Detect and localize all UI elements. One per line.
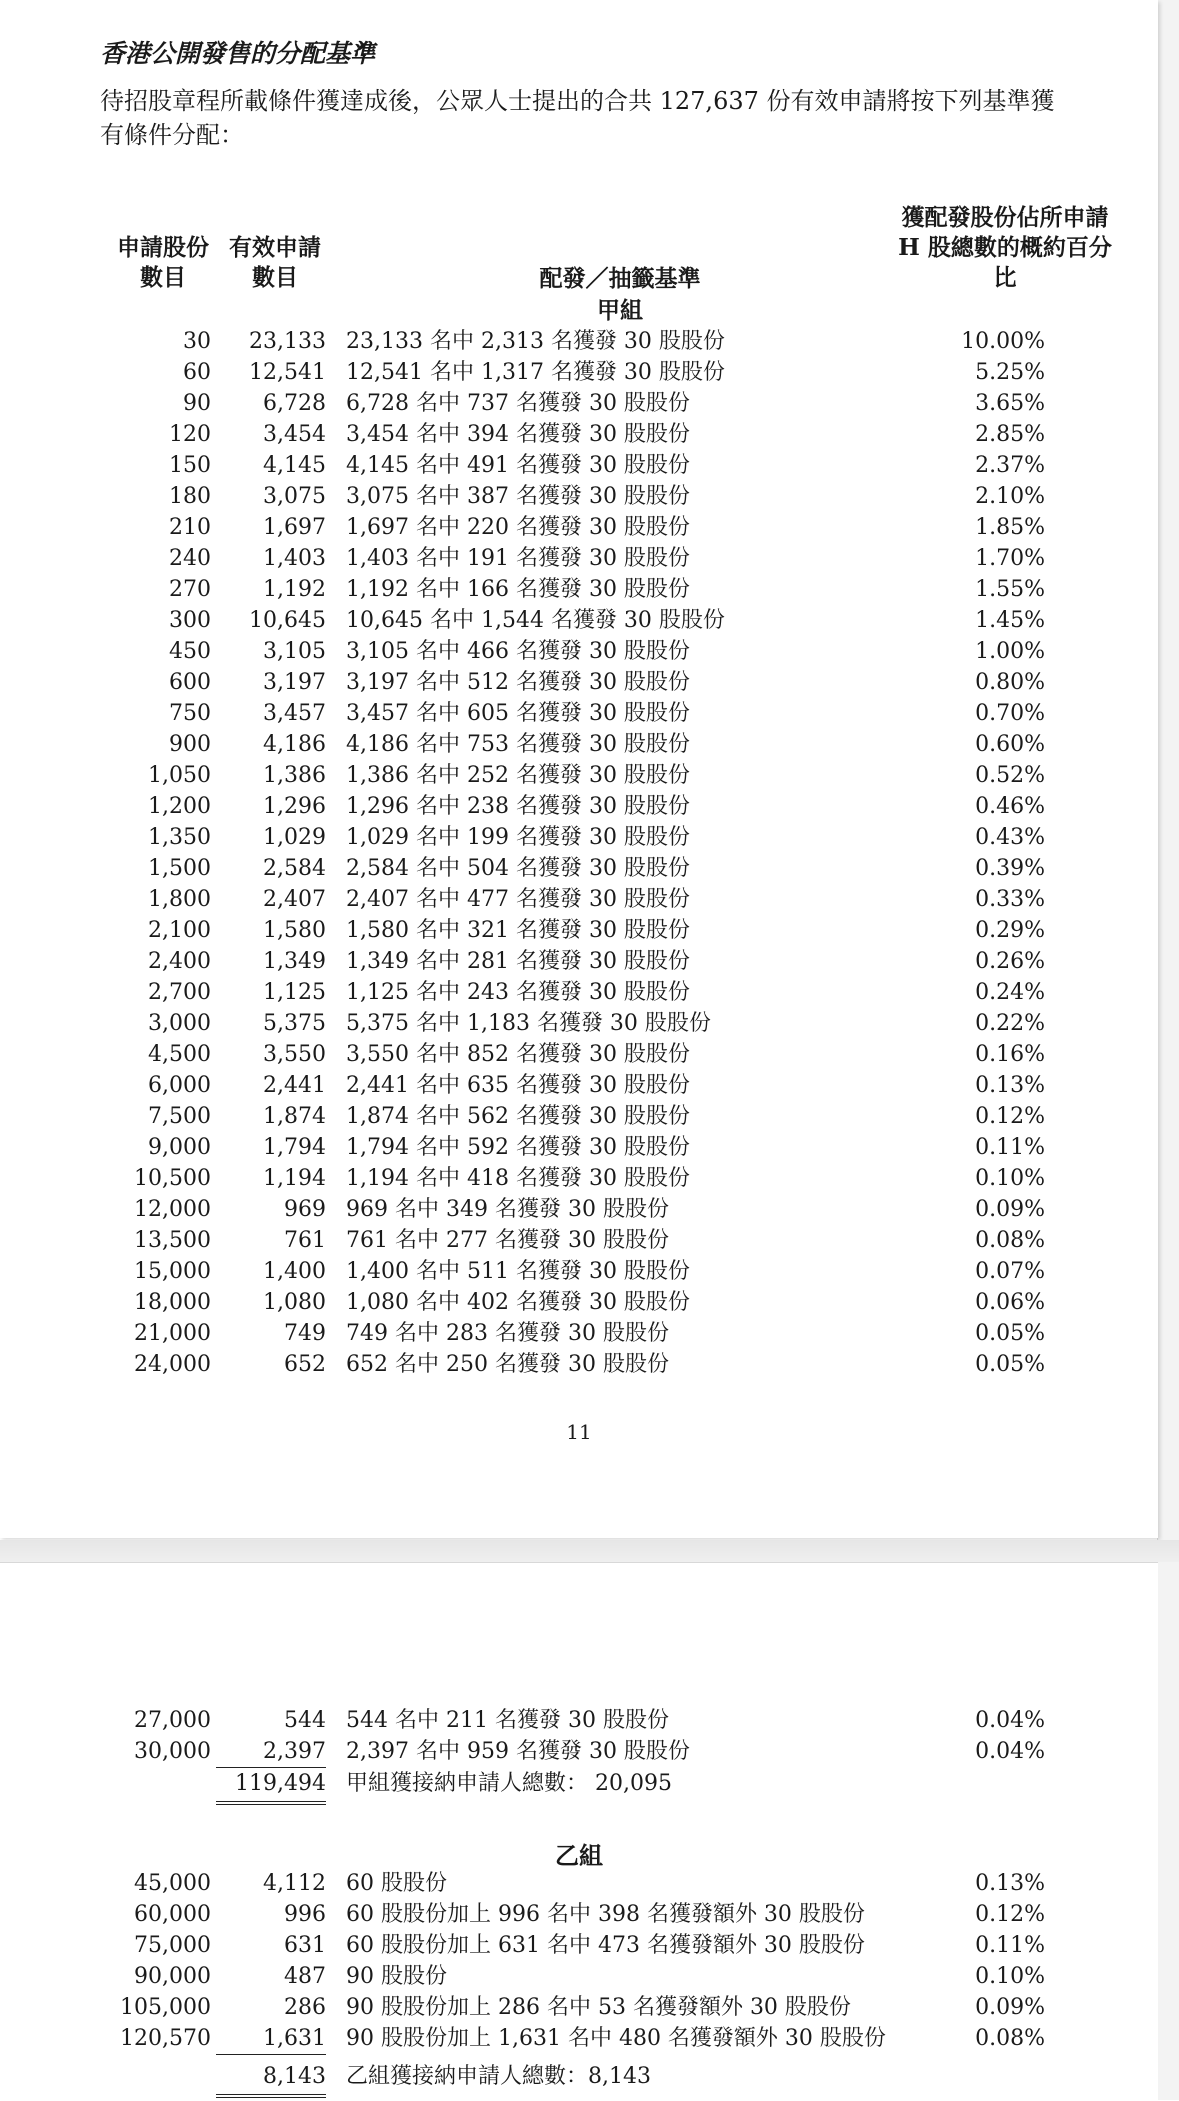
header-shares-applied: 申請股份數目 (117, 234, 209, 291)
cell-valid-applications: 1,794 (263, 1135, 326, 1160)
cell-shares-applied: 750 (169, 701, 211, 726)
cell-percentage: 0.12% (975, 1104, 1045, 1129)
cell-valid-applications: 1,080 (263, 1290, 326, 1315)
table-row (0, 977, 1158, 1008)
cell-basis: 1,192 名中 166 名獲發 30 股股份 (346, 577, 690, 602)
table-row (0, 822, 1158, 853)
cell-shares-applied: 30 (183, 329, 211, 354)
table-row (0, 791, 1158, 822)
cell-valid-applications: 544 (284, 1708, 326, 1733)
cell-basis: 544 名中 211 名獲發 30 股股份 (346, 1708, 669, 1733)
cell-percentage: 0.04% (975, 1739, 1045, 1764)
cell-basis: 4,186 名中 753 名獲發 30 股股份 (346, 732, 690, 757)
cell-shares-applied: 60,000 (134, 1902, 211, 1927)
cell-shares-applied: 27,000 (134, 1708, 211, 1733)
cell-basis: 1,125 名中 243 名獲發 30 股股份 (346, 980, 690, 1005)
cell-basis: 1,697 名中 220 名獲發 30 股股份 (346, 515, 690, 540)
cell-shares-applied: 30,000 (134, 1739, 211, 1764)
cell-valid-applications: 1,580 (263, 918, 326, 943)
cell-basis: 3,550 名中 852 名獲發 30 股股份 (346, 1042, 690, 1067)
table-row (0, 450, 1158, 481)
cell-basis: 761 名中 277 名獲發 30 股股份 (346, 1228, 669, 1253)
cell-basis: 1,194 名中 418 名獲發 30 股股份 (346, 1166, 690, 1191)
cell-shares-applied: 600 (169, 670, 211, 695)
group-b-total (0, 2060, 1158, 2096)
cell-percentage: 0.22% (975, 1011, 1045, 1036)
cell-percentage: 0.05% (975, 1321, 1045, 1346)
cell-shares-applied: 2,700 (148, 980, 211, 1005)
cell-valid-applications: 652 (284, 1352, 326, 1377)
table-row (0, 1318, 1158, 1349)
page-gap (0, 1540, 1179, 1562)
table-row (0, 1868, 1158, 1899)
cell-shares-applied: 75,000 (134, 1933, 211, 1958)
group-a-heading: 甲組 (597, 297, 643, 324)
table-row (0, 915, 1158, 946)
cell-shares-applied: 90 (183, 391, 211, 416)
cell-shares-applied: 180 (169, 484, 211, 509)
cell-shares-applied: 150 (169, 453, 211, 478)
cell-basis: 1,403 名中 191 名獲發 30 股股份 (346, 546, 690, 571)
cell-shares-applied: 6,000 (148, 1073, 211, 1098)
cell-percentage: 0.11% (975, 1135, 1045, 1160)
cell-valid-applications: 1,125 (263, 980, 326, 1005)
header-basis: 配發／抽籤基準 (539, 265, 701, 292)
table-row (0, 543, 1158, 574)
cell-shares-applied: 1,500 (148, 856, 211, 881)
cell-basis: 5,375 名中 1,183 名獲發 30 股股份 (346, 1011, 711, 1036)
cell-percentage: 5.25% (975, 360, 1045, 385)
cell-valid-applications: 3,454 (263, 422, 326, 447)
table-row (0, 1008, 1158, 1039)
header-valid-applications: 有效申請數目 (229, 234, 321, 291)
table-row (0, 1225, 1158, 1256)
cell-percentage: 10.00% (961, 329, 1045, 354)
table-row (0, 946, 1158, 977)
cell-valid-applications: 2,584 (263, 856, 326, 881)
cell-basis: 2,397 名中 959 名獲發 30 股股份 (346, 1739, 690, 1764)
cell-basis: 1,080 名中 402 名獲發 30 股股份 (346, 1290, 690, 1315)
table-row (0, 1736, 1158, 1767)
cell-basis: 1,029 名中 199 名獲發 30 股股份 (346, 825, 690, 850)
cell-basis: 1,874 名中 562 名獲發 30 股股份 (346, 1104, 690, 1129)
cell-shares-applied: 1,050 (148, 763, 211, 788)
cell-percentage: 0.09% (975, 1197, 1045, 1222)
group-b-heading: 乙組 (555, 1841, 603, 1870)
cell-valid-applications: 1,874 (263, 1104, 326, 1129)
cell-percentage: 0.08% (975, 1228, 1045, 1253)
cell-percentage: 0.05% (975, 1352, 1045, 1377)
table-row (0, 419, 1158, 450)
table-row (0, 636, 1158, 667)
table-row (0, 388, 1158, 419)
cell-shares-applied: 300 (169, 608, 211, 633)
group-b-total-value: 8,143 (216, 2060, 326, 2098)
header-percentage: 獲配發股份佔所申請 H 股總數的概約百分比 (898, 204, 1112, 291)
cell-percentage: 0.16% (975, 1042, 1045, 1067)
cell-shares-applied: 2,100 (148, 918, 211, 943)
table-row (0, 1101, 1158, 1132)
cell-basis: 60 股股份加上 631 名中 473 名獲發額外 30 股股份 (346, 1933, 865, 1958)
cell-shares-applied: 9,000 (148, 1135, 211, 1160)
cell-percentage: 0.13% (975, 1073, 1045, 1098)
cell-shares-applied: 1,200 (148, 794, 211, 819)
viewer-edge (1157, 0, 1179, 2100)
cell-percentage: 0.10% (975, 1166, 1045, 1191)
cell-shares-applied: 60 (183, 360, 211, 385)
cell-shares-applied: 10,500 (134, 1166, 211, 1191)
cell-percentage: 1.45% (975, 608, 1045, 633)
table-row (0, 1070, 1158, 1101)
cell-shares-applied: 45,000 (134, 1871, 211, 1896)
cell-valid-applications: 1,631 (216, 2023, 326, 2055)
table-row (0, 1705, 1158, 1736)
cell-basis: 1,400 名中 511 名獲發 30 股股份 (346, 1259, 690, 1284)
table-row (0, 760, 1158, 791)
cell-percentage: 3.65% (975, 391, 1045, 416)
cell-valid-applications: 3,197 (263, 670, 326, 695)
cell-percentage: 2.85% (975, 422, 1045, 447)
cell-percentage: 0.46% (975, 794, 1045, 819)
group-a-table (0, 326, 1158, 1380)
cell-valid-applications: 1,192 (263, 577, 326, 602)
group-b-total-text: 乙組獲接納申請人總數：8,143 (346, 2064, 651, 2089)
cell-shares-applied: 450 (169, 639, 211, 664)
table-row (0, 2023, 1158, 2054)
table-row (0, 1287, 1158, 1318)
cell-valid-applications: 2,407 (263, 887, 326, 912)
intro-paragraph: 待招股章程所載條件獲達成後，公眾人士提出的合共 127,637 份有效申請將按下列基準獲有條件分配： (100, 87, 1055, 149)
cell-basis: 12,541 名中 1,317 名獲發 30 股股份 (346, 360, 725, 385)
cell-valid-applications: 3,550 (263, 1042, 326, 1067)
cell-valid-applications: 1,029 (263, 825, 326, 850)
cell-percentage: 0.80% (975, 670, 1045, 695)
cell-valid-applications: 1,386 (263, 763, 326, 788)
page-number: 11 (566, 1420, 592, 1444)
cell-valid-applications: 1,194 (263, 1166, 326, 1191)
cell-basis: 90 股股份加上 286 名中 53 名獲發額外 30 股股份 (346, 1995, 851, 2020)
cell-percentage: 0.10% (975, 1964, 1045, 1989)
table-row (0, 574, 1158, 605)
cell-shares-applied: 900 (169, 732, 211, 757)
cell-shares-applied: 15,000 (134, 1259, 211, 1284)
group-b-table (0, 1868, 1158, 2054)
cell-valid-applications: 10,645 (249, 608, 326, 633)
cell-valid-applications: 1,349 (263, 949, 326, 974)
cell-valid-applications: 23,133 (249, 329, 326, 354)
cell-basis: 60 股股份加上 996 名中 398 名獲發額外 30 股股份 (346, 1902, 865, 1927)
cell-percentage: 0.13% (975, 1871, 1045, 1896)
cell-basis: 1,296 名中 238 名獲發 30 股股份 (346, 794, 690, 819)
cell-basis: 90 股股份 (346, 1964, 447, 1989)
table-row (0, 1349, 1158, 1380)
table-row (0, 605, 1158, 636)
table-row (0, 1163, 1158, 1194)
group-a-table-continued (0, 1705, 1158, 1767)
cell-shares-applied: 4,500 (148, 1042, 211, 1067)
cell-valid-applications: 996 (284, 1902, 326, 1927)
cell-basis: 749 名中 283 名獲發 30 股股份 (346, 1321, 669, 1346)
cell-shares-applied: 120 (169, 422, 211, 447)
cell-valid-applications: 286 (284, 1995, 326, 2020)
cell-basis: 1,580 名中 321 名獲發 30 股股份 (346, 918, 690, 943)
cell-valid-applications: 3,075 (263, 484, 326, 509)
cell-valid-applications: 12,541 (249, 360, 326, 385)
cell-percentage: 0.06% (975, 1290, 1045, 1315)
cell-basis: 1,386 名中 252 名獲發 30 股股份 (346, 763, 690, 788)
table-row (0, 1039, 1158, 1070)
cell-basis: 1,794 名中 592 名獲發 30 股股份 (346, 1135, 690, 1160)
table-row (0, 884, 1158, 915)
cell-basis: 4,145 名中 491 名獲發 30 股股份 (346, 453, 690, 478)
cell-basis: 652 名中 250 名獲發 30 股股份 (346, 1352, 669, 1377)
cell-valid-applications: 487 (284, 1964, 326, 1989)
cell-valid-applications: 631 (284, 1933, 326, 1958)
cell-shares-applied: 120,570 (120, 2026, 211, 2051)
table-row (0, 1194, 1158, 1225)
cell-basis: 90 股股份加上 1,631 名中 480 名獲發額外 30 股股份 (346, 2026, 886, 2051)
cell-percentage: 1.00% (975, 639, 1045, 664)
cell-percentage: 0.70% (975, 701, 1045, 726)
cell-percentage: 0.07% (975, 1259, 1045, 1284)
cell-basis: 2,441 名中 635 名獲發 30 股股份 (346, 1073, 690, 1098)
cell-basis: 6,728 名中 737 名獲發 30 股股份 (346, 391, 690, 416)
cell-valid-applications: 761 (284, 1228, 326, 1253)
cell-basis: 23,133 名中 2,313 名獲發 30 股股份 (346, 329, 725, 354)
cell-percentage: 0.09% (975, 1995, 1045, 2020)
cell-percentage: 0.60% (975, 732, 1045, 757)
group-a-total-text: 甲組獲接納申請人總數： 20,095 (346, 1771, 672, 1796)
group-a-total-value: 119,494 (216, 1767, 326, 1805)
cell-valid-applications: 2,441 (263, 1073, 326, 1098)
cell-shares-applied: 21,000 (134, 1321, 211, 1346)
cell-shares-applied: 13,500 (134, 1228, 211, 1253)
cell-percentage: 0.43% (975, 825, 1045, 850)
cell-percentage: 0.11% (975, 1933, 1045, 1958)
cell-valid-applications: 1,403 (263, 546, 326, 571)
section-title: 香港公開發售的分配基準 (100, 39, 376, 68)
cell-shares-applied: 105,000 (120, 1995, 211, 2020)
cell-percentage: 0.39% (975, 856, 1045, 881)
cell-basis: 3,454 名中 394 名獲發 30 股股份 (346, 422, 690, 447)
cell-shares-applied: 240 (169, 546, 211, 571)
cell-shares-applied: 2,400 (148, 949, 211, 974)
table-row (0, 667, 1158, 698)
table-row (0, 1256, 1158, 1287)
table-row (0, 1899, 1158, 1930)
table-row (0, 326, 1158, 357)
cell-shares-applied: 270 (169, 577, 211, 602)
cell-percentage: 2.37% (975, 453, 1045, 478)
table-row (0, 729, 1158, 760)
cell-percentage: 0.24% (975, 980, 1045, 1005)
cell-valid-applications: 969 (284, 1197, 326, 1222)
cell-percentage: 0.33% (975, 887, 1045, 912)
cell-percentage: 1.55% (975, 577, 1045, 602)
cell-basis: 2,584 名中 504 名獲發 30 股股份 (346, 856, 690, 881)
cell-percentage: 1.70% (975, 546, 1045, 571)
cell-valid-applications: 749 (284, 1321, 326, 1346)
cell-shares-applied: 12,000 (134, 1197, 211, 1222)
cell-shares-applied: 1,800 (148, 887, 211, 912)
cell-shares-applied: 90,000 (134, 1964, 211, 1989)
cell-valid-applications: 1,697 (263, 515, 326, 540)
cell-valid-applications: 5,375 (263, 1011, 326, 1036)
table-row (0, 357, 1158, 388)
table-row (0, 1961, 1158, 1992)
cell-basis: 3,197 名中 512 名獲發 30 股股份 (346, 670, 690, 695)
cell-valid-applications: 4,112 (263, 1871, 326, 1896)
cell-shares-applied: 3,000 (148, 1011, 211, 1036)
table-row (0, 512, 1158, 543)
cell-basis: 3,075 名中 387 名獲發 30 股股份 (346, 484, 690, 509)
table-row (0, 1992, 1158, 2023)
cell-basis: 10,645 名中 1,544 名獲發 30 股股份 (346, 608, 725, 633)
cell-shares-applied: 1,350 (148, 825, 211, 850)
cell-basis: 3,457 名中 605 名獲發 30 股股份 (346, 701, 690, 726)
cell-percentage: 1.85% (975, 515, 1045, 540)
cell-valid-applications: 3,457 (263, 701, 326, 726)
cell-valid-applications: 4,186 (263, 732, 326, 757)
cell-basis: 1,349 名中 281 名獲發 30 股股份 (346, 949, 690, 974)
cell-shares-applied: 24,000 (134, 1352, 211, 1377)
cell-shares-applied: 210 (169, 515, 211, 540)
table-row (0, 698, 1158, 729)
cell-shares-applied: 18,000 (134, 1290, 211, 1315)
cell-basis: 969 名中 349 名獲發 30 股股份 (346, 1197, 669, 1222)
cell-percentage: 0.08% (975, 2026, 1045, 2051)
group-a-total (0, 1767, 1158, 1803)
cell-valid-applications: 6,728 (263, 391, 326, 416)
cell-basis: 60 股股份 (346, 1871, 447, 1896)
cell-percentage: 0.04% (975, 1708, 1045, 1733)
cell-basis: 3,105 名中 466 名獲發 30 股股份 (346, 639, 690, 664)
cell-percentage: 0.26% (975, 949, 1045, 974)
cell-valid-applications: 1,296 (263, 794, 326, 819)
cell-valid-applications: 4,145 (263, 453, 326, 478)
table-row (0, 853, 1158, 884)
cell-percentage: 0.12% (975, 1902, 1045, 1927)
table-row (0, 481, 1158, 512)
cell-valid-applications: 1,400 (263, 1259, 326, 1284)
cell-percentage: 0.29% (975, 918, 1045, 943)
cell-basis: 2,407 名中 477 名獲發 30 股股份 (346, 887, 690, 912)
table-row (0, 1930, 1158, 1961)
cell-percentage: 0.52% (975, 763, 1045, 788)
cell-valid-applications: 2,397 (216, 1736, 326, 1768)
table-row (0, 1132, 1158, 1163)
cell-valid-applications: 3,105 (263, 639, 326, 664)
cell-shares-applied: 7,500 (148, 1104, 211, 1129)
cell-percentage: 2.10% (975, 484, 1045, 509)
